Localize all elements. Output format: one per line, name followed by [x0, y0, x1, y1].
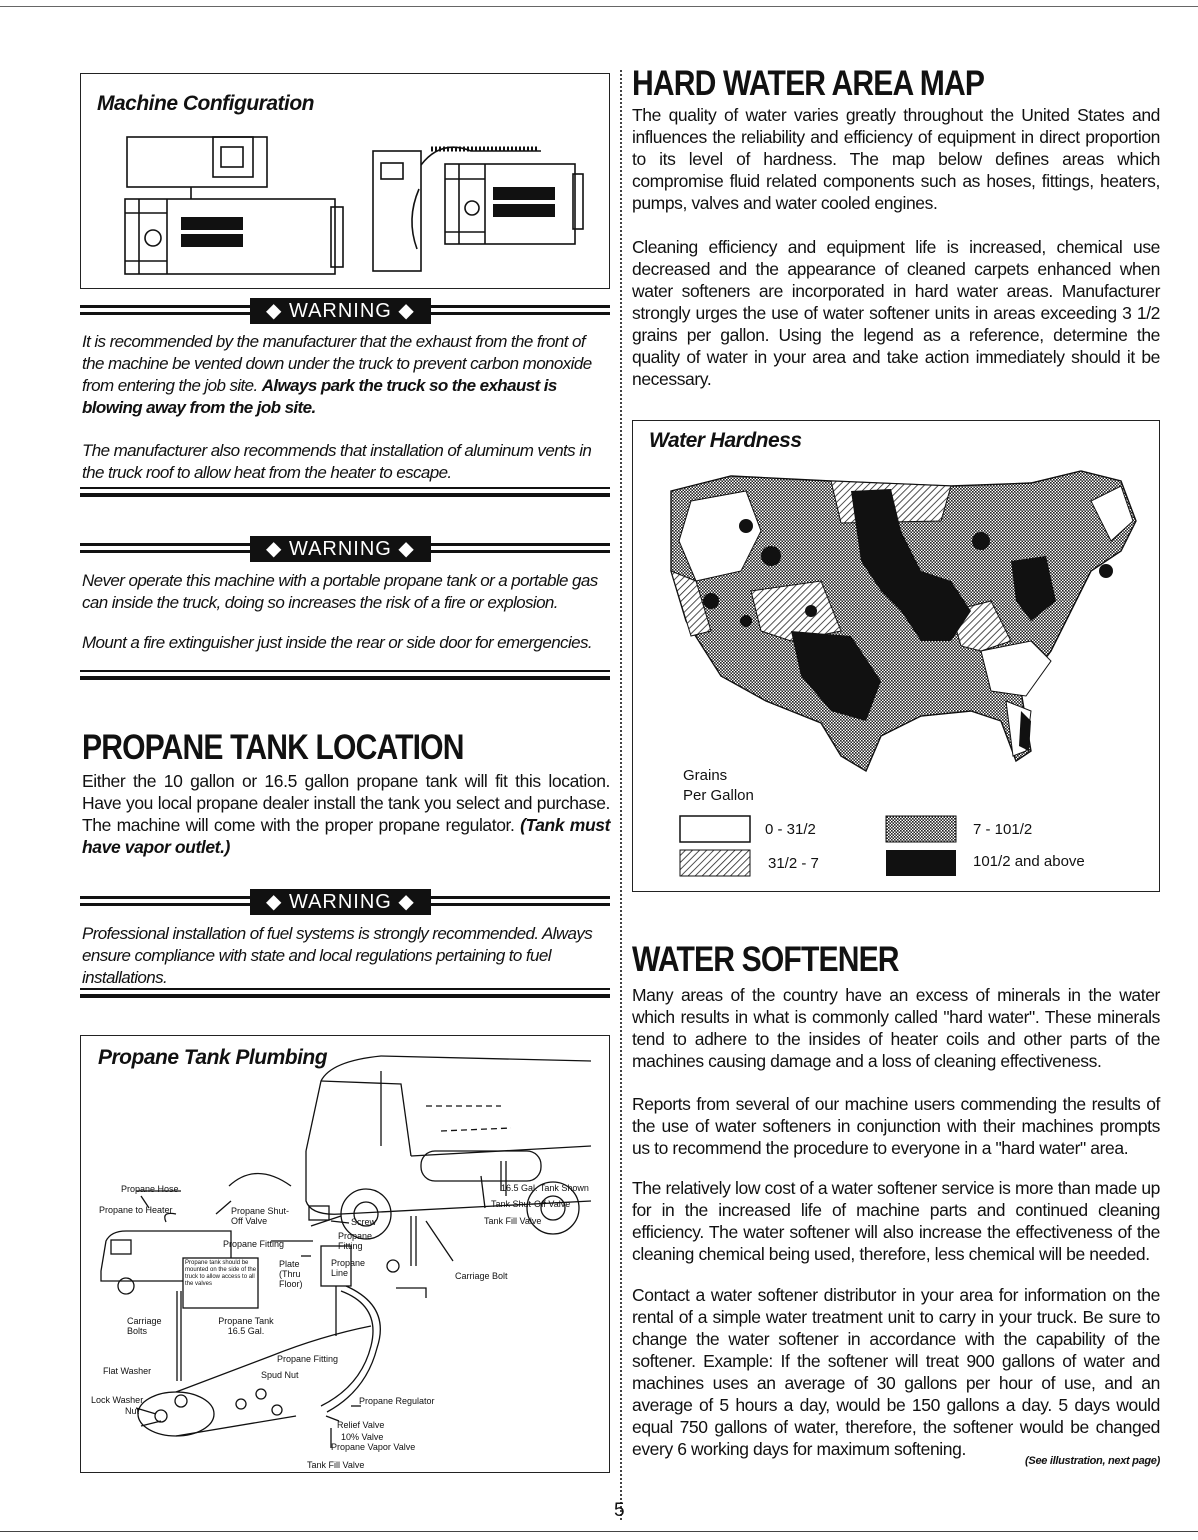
warning-1-text2: The manufacturer also recommends that installation of aluminum vents in the truck roof to allow heat from the heater to escape. [82, 441, 592, 482]
warning-banner-3 [80, 889, 610, 915]
map-spot-6 [972, 532, 990, 550]
warning-2-rule-a [80, 670, 610, 672]
label-tank-fill-valve: Tank Fill Valve [307, 1460, 365, 1470]
warning-3-rule-a [80, 988, 610, 990]
label-tank-shown: 16.5 Gal. Tank Shown [501, 1183, 589, 1193]
legend-label-dots: 7 - 101/2 [973, 821, 1033, 838]
map-spot-1 [739, 519, 753, 533]
see-next-page-note: (See illustration, next page) [1025, 1455, 1160, 1467]
water-softener-p1: Many areas of the country have an excess of minerals in the water which results in what is commonly called "hard water". These minerals tend to adhere to the insides of heater coils and other parts of the machines causing damage and a loss of cleaning effectiveness. [632, 985, 1160, 1071]
label-vapor-valve: Propane Vapor Valve [331, 1442, 416, 1452]
legend-swatch-white [679, 815, 751, 843]
legend-label-black: 101/2 and above [973, 853, 1085, 870]
warning-label-1: ◆ WARNING ◆ [250, 298, 431, 324]
warning-1-rule-a [80, 487, 610, 489]
label-propane-line: Propane Line [331, 1258, 366, 1278]
plumbing-title: Propane Tank Plumbing [98, 1046, 328, 1069]
label-flat-washer: Flat Washer [103, 1366, 152, 1376]
label-lock-washer: Lock Washer [91, 1395, 144, 1405]
bottom-border [0, 1531, 1198, 1532]
column-divider [620, 70, 622, 1520]
label-relief-valve: Relief Valve [337, 1420, 385, 1430]
water-softener-p4: Contact a water softener distributor in your area for information on the rental of a simple water treatment unit to carry in your truck. Be sure to change the water softener in accordance with the capability of the softener. Example: If the softener will treat 900 gallons of water and machines uses an average of 30 gallons per hour of use, and an average of 5 hours a day, would be 150 gallons a day. 5 days would equal 750 gallons of water, therefore, the softener would be changed every 6 working days for maximum softening. [632, 1285, 1160, 1459]
hard-water-heading: HARD WATER AREA MAP [632, 64, 985, 103]
water-softener-p3: The relatively low cost of a water softener service is more than made up for in the increased life of machine parts and continued cleaning efficiency. The water softener will also increase the effectiveness of the cleaning chemical being used, therefore, less chemical will be needed. [632, 1178, 1160, 1264]
legend-title-1: Grains [683, 767, 728, 784]
water-softener-p2: Reports from several of our machine users commending the results of the use of water softeners in conjunction with their machines prompts us to recommend the procedure to everyone in a "hard water" area. [632, 1094, 1160, 1158]
warning-3-rule-b [80, 994, 610, 998]
plumbing-box [80, 1035, 610, 1473]
propane-location-text: Either the 10 gallon or 16.5 gallon propane tank will fit this location. Have you local propane dealer install the tank you select and purchase. The machine will come with the proper propane regulator. [82, 771, 610, 835]
label-screw: Screw [351, 1217, 377, 1227]
propane-location-heading: PROPANE TANK LOCATION [82, 728, 464, 767]
hard-water-p1: The quality of water varies greatly throughout the United States and influences the reliability and efficiency of equipment in direct proportion to its level of hardness. The map below defines areas which compromise fluid related components such as hoses, fittings, heaters, pumps, valves and water cooled engines. [632, 105, 1160, 213]
warning-3-text: Professional installation of fuel systems is strongly recommended. Always ensure compliance with state and local regulations pertaining to fuel installations. [82, 924, 593, 987]
label-carriage-bolts: Carriage Bolts [127, 1316, 162, 1336]
machine-config-diagram [121, 129, 591, 279]
label-propane-tank: Propane Tank 16.5 Gal. [218, 1316, 274, 1336]
label-shutoff-valve: Propane Shut-Off Valve [231, 1206, 290, 1226]
legend-swatch-dots [885, 815, 957, 843]
warning-label-2: ◆ WARNING ◆ [250, 536, 431, 562]
plumbing-diagram [81, 1036, 609, 1472]
label-carriage-bolt: Carriage Bolt [455, 1271, 508, 1281]
label-propane-hose: Propane Hose [121, 1184, 179, 1194]
map-spot-5 [805, 605, 817, 617]
water-softener-heading: WATER SOFTENER [632, 940, 899, 979]
warning-1-text [82, 331, 610, 419]
label-tank-fill: Tank Fill Valve [484, 1216, 542, 1226]
map-spot-4 [740, 615, 752, 627]
legend-swatch-black [885, 849, 957, 877]
map-spot-2 [761, 546, 781, 566]
label-spud-nut: Spud Nut [261, 1370, 299, 1380]
label-propane-to-heater: Propane to Heater [99, 1205, 173, 1215]
label-propane-fitting-a: Propane Fitting [223, 1239, 285, 1249]
page-number: 5 [614, 1500, 625, 1521]
legend-label-hatch: 31/2 - 7 [768, 855, 819, 872]
propane-location-body [82, 770, 610, 858]
label-propane-fitting-b: Propane Fitting [338, 1231, 373, 1251]
hard-water-p2: Cleaning efficiency and equipment life is increased, chemical use decreased and the appearance of cleaned carpets enhanced when water softeners are incorporated in hard water areas. Manufacturer strongly urges the use of water softener units in areas exceeding 3 1/2 grains per gallon. Using the legend as a reference, determine the quality of water in your area and take action immediately should it be necessary. [632, 237, 1160, 389]
warning-label-3: ◆ WARNING ◆ [250, 889, 431, 915]
warning-2-rule-b [80, 676, 610, 680]
us-hardness-map [651, 461, 1146, 781]
warning-banner-2 [80, 536, 610, 562]
propane-location-bold: (Tank must have vapor outlet.) [82, 815, 610, 857]
legend-swatch-hatch [679, 849, 751, 877]
legend-label-white: 0 - 31/2 [765, 821, 816, 838]
warning-1-bold: Always park the truck so the exhaust is blowing away from the job site. [82, 376, 557, 417]
machine-config-box [80, 73, 610, 289]
label-tank-shutoff: Tank Shut-Off Valve [491, 1199, 571, 1209]
warning-1-rule-b [80, 493, 610, 497]
label-nut: Nut [125, 1406, 140, 1416]
label-mount-note: Propane tank should be mounted on the side of the truck to allow access to all the valves [185, 1260, 257, 1287]
warning-2-text2: Mount a fire extinguisher just inside the rear or side door for emergencies. [82, 633, 593, 652]
legend-title-2: Per Gallon [683, 787, 754, 804]
warning-2-text1: Never operate this machine with a portable propane tank or a portable gas can inside the truck, doing so increases the risk of a fire or explosion. [82, 571, 598, 612]
top-border [0, 6, 1198, 7]
water-hardness-title: Water Hardness [649, 429, 802, 452]
label-propane-fitting-c: Propane Fitting [277, 1354, 339, 1364]
label-propane-regulator: Propane Regulator [359, 1396, 435, 1406]
warning-banner-1 [80, 298, 610, 324]
machine-config-title: Machine Configuration [97, 92, 314, 115]
map-spot-3 [703, 593, 719, 609]
label-plate: Plate (Thru Floor) [279, 1259, 303, 1289]
water-hardness-box [632, 420, 1160, 892]
map-spot-7 [1099, 564, 1113, 578]
warning-1-body: It is recommended by the manufacturer that the exhaust from the front of the machine be vented down under the truck to prevent carbon monoxide from entering the job site. [82, 332, 592, 395]
label-10-valve: 10% Valve [341, 1432, 384, 1442]
